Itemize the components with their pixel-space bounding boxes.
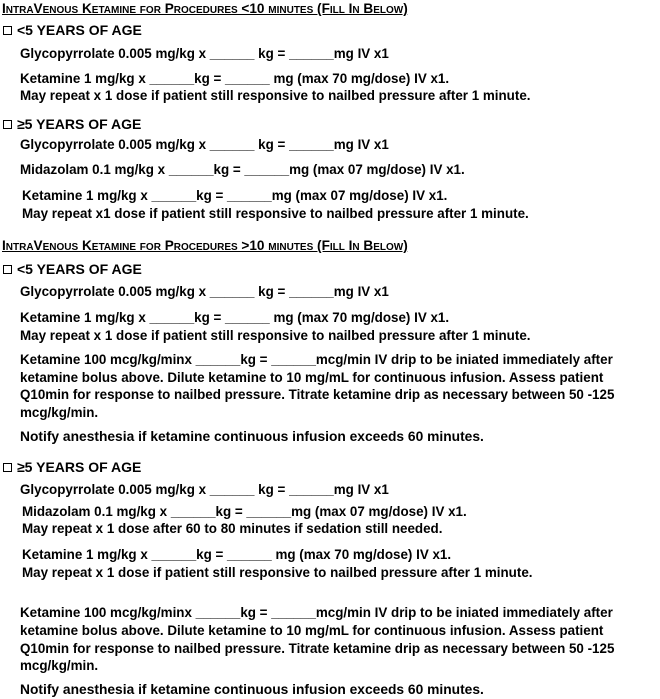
age-label: <5 YEARS OF AGE — [17, 22, 142, 38]
midazolam-line: Midazolam 0.1 mg/kg x ______kg = ______mg (max 07 mg/dose) IV x1. — [22, 504, 467, 519]
ketamine-infusion-line-2: ketamine bolus above. Dilute ketamine to 10 mg/mL for continuous infusion. Assess patient — [20, 370, 604, 385]
checkbox[interactable] — [3, 265, 12, 274]
section-header-long-procedures: IntraVenous Ketamine for Procedures >10 minutes (Fill In Below) — [2, 238, 408, 253]
midazolam-repeat-line: May repeat x 1 dose after 60 to 80 minutes if sedation still needed. — [22, 521, 443, 536]
ketamine-bolus-line: Ketamine 1 mg/kg x ______kg = ______ mg (max 70 mg/dose) IV x1. — [20, 310, 450, 325]
ketamine-infusion-line-2: ketamine bolus above. Dilute ketamine to 10 mg/mL for continuous infusion. Assess patient — [20, 623, 604, 638]
repeat-instruction: May repeat x1 dose if patient still responsive to nailbed pressure after 1 minute. — [22, 206, 529, 221]
checkbox[interactable] — [3, 463, 12, 472]
checkbox[interactable] — [3, 26, 12, 35]
checkbox[interactable] — [3, 120, 12, 129]
section-header-short-procedures: IntraVenous Ketamine for Procedures <10 minutes (Fill In Below) — [2, 1, 408, 16]
ketamine-infusion-line-3: Q10min for response to nailbed pressure. Titrate ketamine drip as necessary between 50 -125 — [20, 641, 615, 656]
age-group-5-plus-short — [3, 115, 141, 133]
notify-anesthesia: Notify anesthesia if ketamine continuous infusion exceeds 60 minutes. — [20, 429, 484, 444]
ketamine-bolus-line: Ketamine 1 mg/kg x ______kg = ______mg (max 07 mg/dose) IV x1. — [22, 188, 448, 203]
age-label: ≥5 YEARS OF AGE — [17, 116, 142, 132]
age-label: ≥5 YEARS OF AGE — [17, 459, 142, 475]
ketamine-infusion-line-1: Ketamine 100 mcg/kg/minx ______kg = ______mcg/min IV drip to be iniated immediately after — [20, 352, 613, 367]
ketamine-infusion-line-4: mcg/kg/min. — [20, 405, 99, 420]
age-group-5-plus-long — [3, 458, 141, 476]
ketamine-infusion-line-4: mcg/kg/min. — [20, 658, 99, 673]
repeat-instruction: May repeat x 1 dose if patient still responsive to nailbed pressure after 1 minute. — [22, 565, 533, 580]
ketamine-infusion-line-1: Ketamine 100 mcg/kg/minx ______kg = ______mcg/min IV drip to be iniated immediately after — [20, 605, 613, 620]
age-group-under-5-long — [3, 260, 142, 278]
ketamine-infusion-line-3: Q10min for response to nailbed pressure. Titrate ketamine drip as necessary between 50 -125 — [20, 387, 615, 402]
midazolam-line: Midazolam 0.1 mg/kg x ______kg = ______mg (max 07 mg/dose) IV x1. — [20, 162, 465, 177]
repeat-instruction: May repeat x 1 dose if patient still responsive to nailbed pressure after 1 minute. — [20, 328, 531, 343]
repeat-instruction: May repeat x 1 dose if patient still responsive to nailbed pressure after 1 minute. — [20, 88, 531, 103]
ketamine-bolus-line: Ketamine 1 mg/kg x ______kg = ______ mg (max 70 mg/dose) IV x1. — [22, 547, 452, 562]
glycopyrrolate-line: Glycopyrrolate 0.005 mg/kg x ______ kg = ______mg IV x1 — [20, 284, 389, 299]
notify-anesthesia: Notify anesthesia if ketamine continuous infusion exceeds 60 minutes. — [20, 682, 484, 697]
glycopyrrolate-line: Glycopyrrolate 0.005 mg/kg x ______ kg = ______mg IV x1 — [20, 46, 389, 61]
glycopyrrolate-line: Glycopyrrolate 0.005 mg/kg x ______ kg = ______mg IV x1 — [20, 482, 389, 497]
glycopyrrolate-line: Glycopyrrolate 0.005 mg/kg x ______ kg = ______mg IV x1 — [20, 137, 389, 152]
age-group-under-5-short — [3, 21, 142, 39]
age-label: <5 YEARS OF AGE — [17, 261, 142, 277]
ketamine-bolus-line: Ketamine 1 mg/kg x ______kg = ______ mg (max 70 mg/dose) IV x1. — [20, 71, 450, 86]
